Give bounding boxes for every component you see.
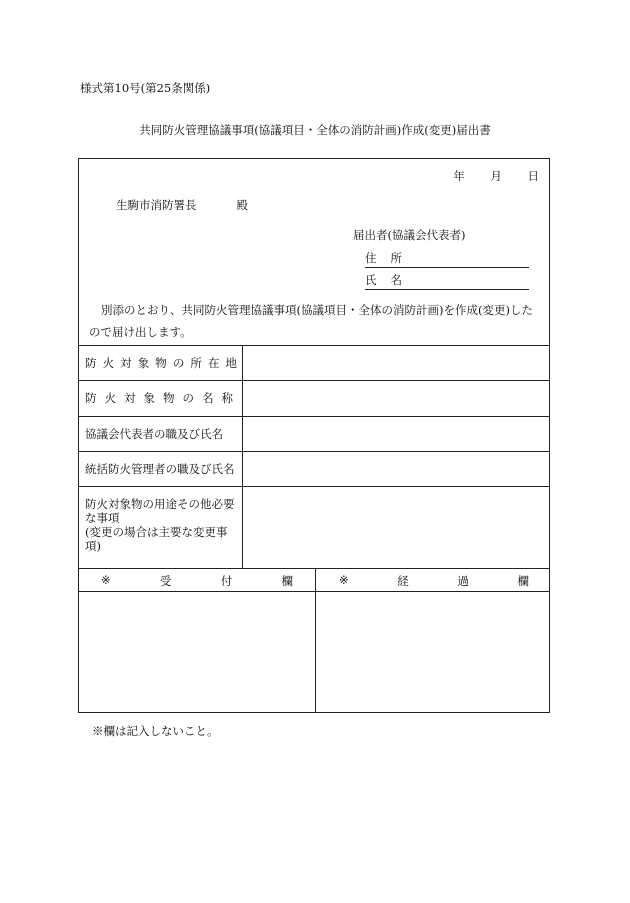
row-label-building-name: 防 火 対 象 物 の 名 称 — [85, 391, 233, 405]
body-text: 別添のとおり、共同防火管理協議事項(協議項目・全体の消防計画)を作成(変更)したので届け出します。 — [89, 303, 533, 339]
filer-address-field[interactable] — [365, 250, 529, 268]
document-title: 共同防火管理協議事項(協議項目・全体の消防計画)作成(変更)届出書 — [139, 123, 491, 137]
building-name-input[interactable] — [244, 381, 549, 415]
row-label-location: 防 火 対 象 物 の 所 在 地 — [85, 356, 237, 370]
column-divider — [315, 568, 316, 713]
column-divider — [242, 345, 243, 568]
reception-header: ※ 受 付 欄 — [101, 573, 293, 588]
addressee — [116, 197, 248, 213]
form-frame — [78, 158, 550, 713]
usage-input[interactable] — [244, 487, 549, 567]
row-label-supervisor: 統括防火管理者の職及び氏名 — [85, 462, 235, 476]
location-input[interactable] — [244, 346, 549, 379]
addressee-office: 生駒市消防署長 — [116, 198, 197, 212]
row-label-representative: 協議会代表者の職及び氏名 — [85, 427, 223, 441]
filer-address-label: 住所 — [365, 251, 416, 265]
addressee-honorific: 殿 — [236, 198, 248, 212]
footnote: ※欄は記入しないこと。 — [92, 724, 219, 738]
date-day: 日 — [527, 169, 539, 183]
supervisor-input[interactable] — [244, 452, 549, 485]
filer-label: 届出者(協議会代表者) — [353, 228, 466, 242]
row-label-usage: 防火対象物の用途その他必要 な事項 (変更の場合は主要な変更事 項) — [85, 497, 235, 553]
progress-box — [317, 592, 549, 712]
filer-name-label: 氏名 — [365, 273, 416, 287]
filer-name-field[interactable] — [365, 272, 529, 290]
date-year: 年 — [453, 169, 465, 183]
progress-header: ※ 経 過 欄 — [339, 573, 529, 588]
reception-box — [80, 592, 314, 712]
form-number: 様式第10号(第25条関係) — [80, 81, 211, 95]
representative-input[interactable] — [244, 417, 549, 450]
date-line — [431, 168, 539, 184]
row-divider — [79, 568, 549, 569]
date-month: 月 — [490, 169, 502, 183]
